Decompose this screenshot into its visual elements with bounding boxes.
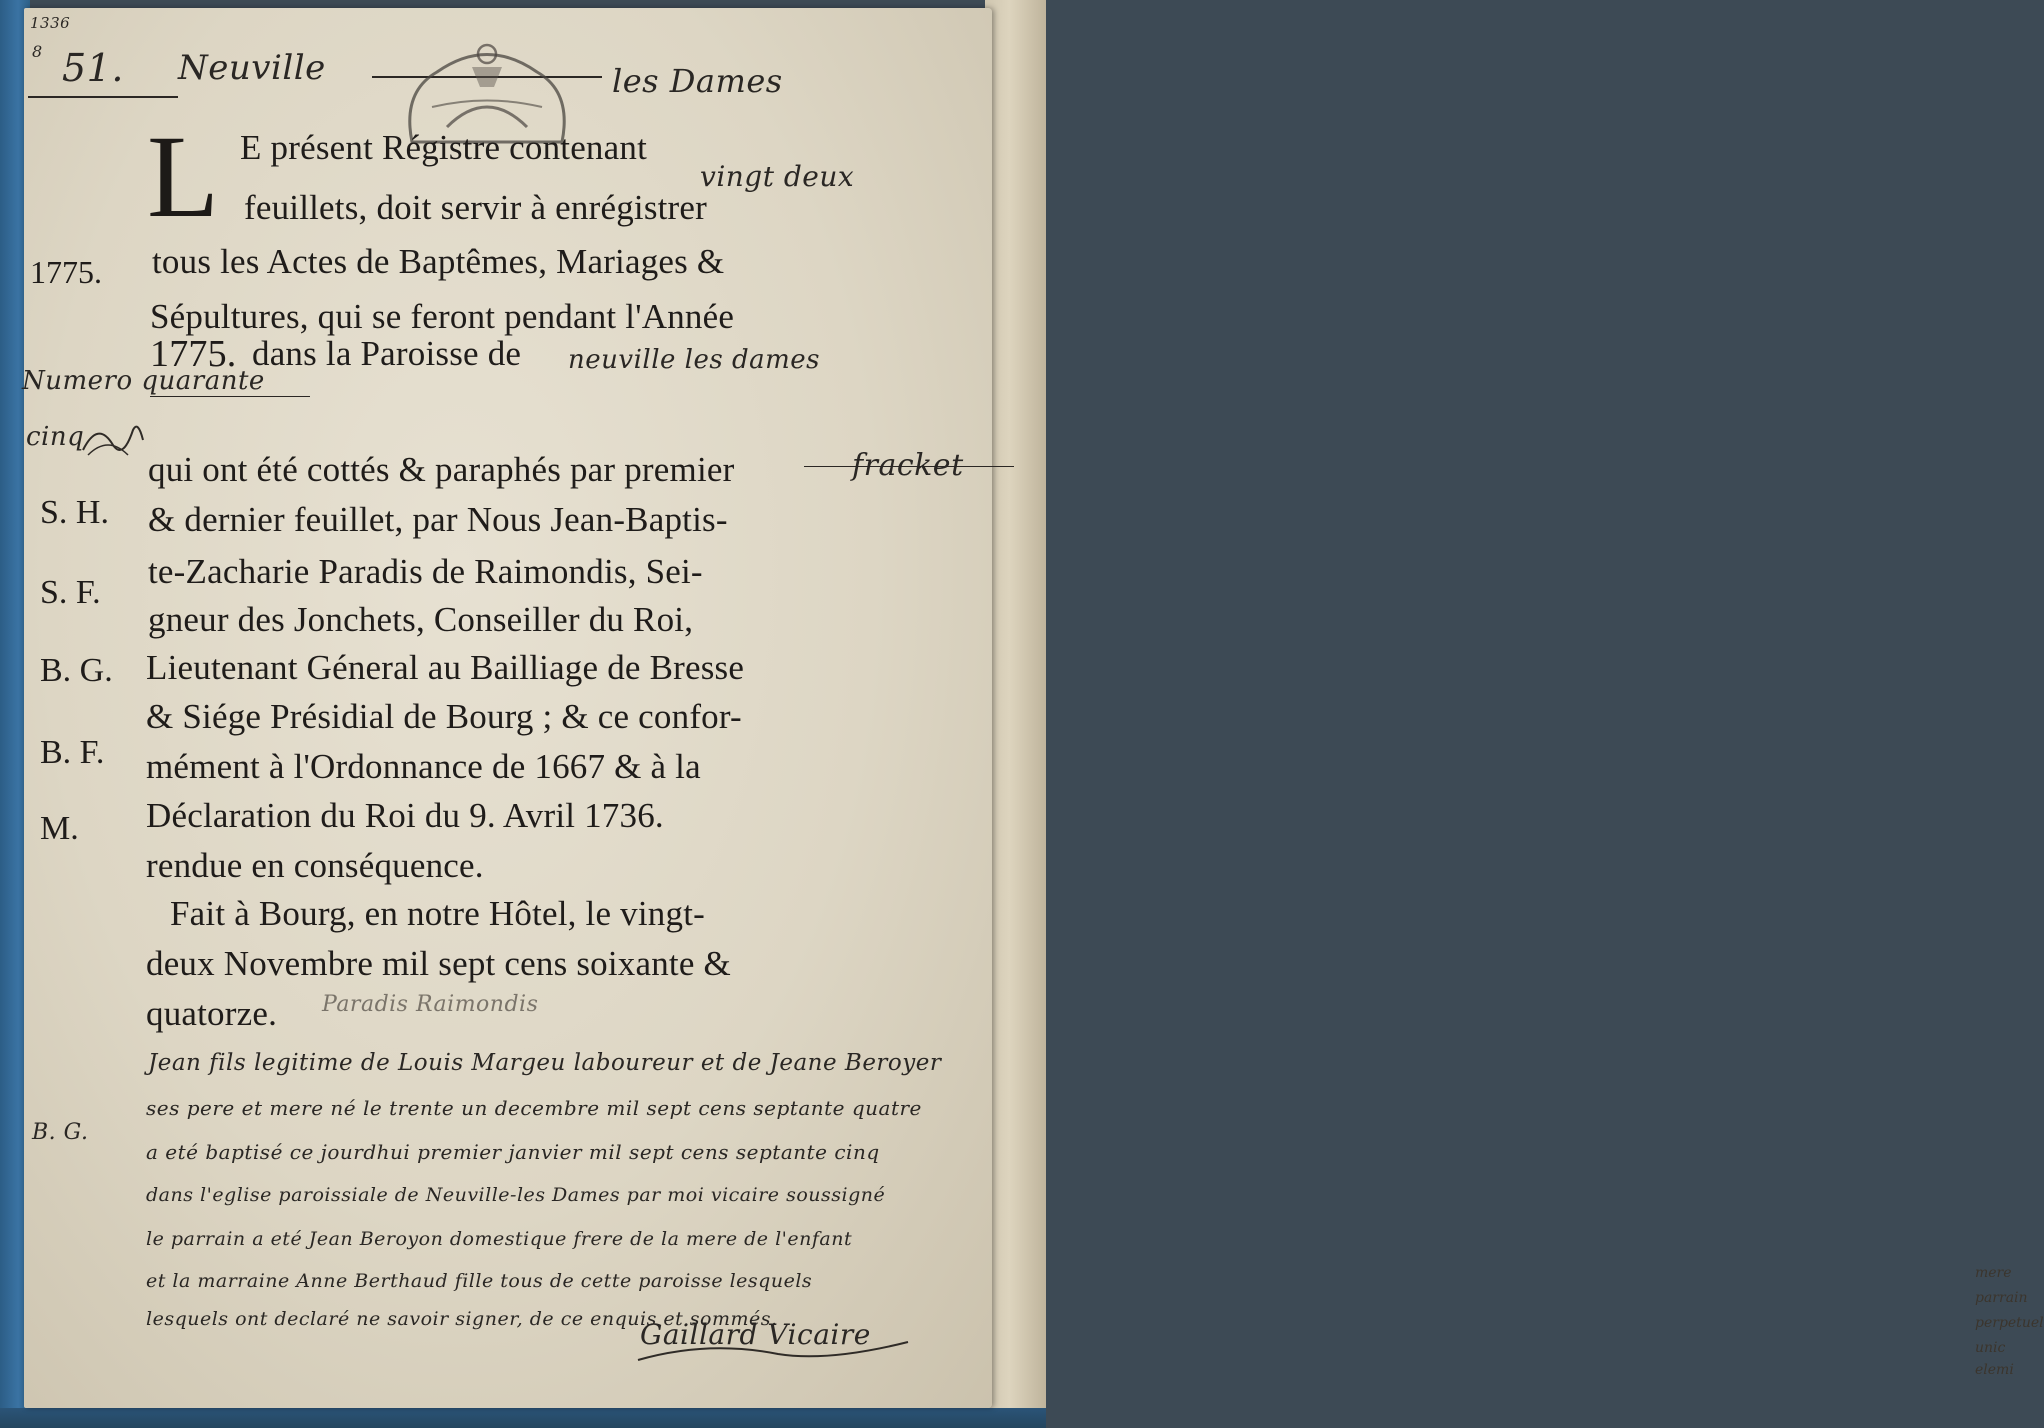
printed-year: 1775. bbox=[150, 333, 237, 375]
printed-line-14: rendue en conséquence. bbox=[146, 846, 484, 885]
entry-line-2: ses pere et mere né le trente un decembre mil sept cens septante quatre bbox=[146, 1096, 922, 1120]
paraph-flourish bbox=[78, 415, 148, 465]
printed-line-3: tous les Actes de Baptêmes, Mariages & bbox=[152, 242, 725, 281]
margin-bg-handwritten: B. G. bbox=[32, 1120, 89, 1145]
entry-line-5: le parrain a eté Jean Beroyon domestique frere de la mere de l'enfant bbox=[146, 1228, 853, 1250]
entry-line-4: dans l'eglise paroissiale de Neuville-les Dames par moi vicaire soussigné bbox=[146, 1184, 886, 1206]
printed-line-12: mément à l'Ordonnance de 1667 & à la bbox=[146, 747, 701, 786]
printed-line-16: deux Novembre mil sept cens soixante & bbox=[146, 944, 731, 983]
entry-line-3: a eté baptisé ce jourdhui premier janvier mil sept cens septante cinq bbox=[146, 1140, 880, 1164]
right-page-fragment: parrain bbox=[1975, 1290, 2028, 1306]
margin-code-sh: S. H. bbox=[40, 494, 109, 531]
printed-line-11: & Siége Présidial de Bourg ; & ce confor- bbox=[146, 697, 742, 736]
drop-cap-letter: L bbox=[147, 111, 220, 242]
numero-underline bbox=[150, 396, 310, 397]
numero-handwritten: Numero quarante bbox=[22, 366, 265, 396]
printed-line-5: dans la Paroisse de bbox=[252, 334, 522, 373]
adjacent-page-edge bbox=[985, 0, 2044, 1428]
printed-line-8: te-Zacharie Paradis de Raimondis, Sei- bbox=[148, 552, 703, 591]
vicar-signature: Gaillard Vicaire bbox=[640, 1318, 871, 1351]
printed-line-13: Déclaration du Roi du 9. Avril 1736. bbox=[146, 796, 664, 835]
folio-top: 1336 bbox=[30, 14, 71, 32]
margin-code-sf: S. F. bbox=[40, 574, 101, 611]
printed-line-15: Fait à Bourg, en notre Hôtel, le vingt- bbox=[170, 894, 705, 933]
entry-line-7: lesquels ont declaré ne savoir signer, de ce enquis et sommés. bbox=[146, 1308, 778, 1330]
number-underline bbox=[28, 96, 178, 98]
printed-line-10: Lieutenant Géneral au Bailliage de Bresse bbox=[146, 648, 745, 687]
signature-flourish bbox=[628, 1310, 928, 1370]
printed-line-6: qui ont été cottés & paraphés par premier bbox=[148, 450, 735, 489]
printed-line-2: feuillets, doit servir à enrégistrer bbox=[244, 188, 708, 227]
entry-line-6: et la marraine Anne Berthaud fille tous de cette paroisse lesquels bbox=[146, 1270, 813, 1292]
margin-signature: fracket bbox=[852, 448, 964, 483]
right-page-fragment: mere bbox=[1975, 1265, 2012, 1281]
folio-bottom: 8 bbox=[32, 42, 43, 61]
lieutenant-signature: Paradis Raimondis bbox=[322, 992, 539, 1017]
parish-name-handwritten: neuville les dames bbox=[568, 345, 821, 375]
right-page-fragment: unic bbox=[1975, 1340, 2006, 1356]
printed-line-7: & dernier feuillet, par Nous Jean-Baptis- bbox=[148, 500, 728, 539]
leaf-count-handwritten: vingt deux bbox=[700, 160, 855, 193]
right-page-fragment: elemi bbox=[1975, 1362, 2014, 1378]
printed-line-4: Sépultures, qui se feront pendant l'Année bbox=[150, 297, 735, 336]
margin-code-bg: B. G. bbox=[40, 652, 113, 689]
margin-code-bf: B. F. bbox=[40, 734, 105, 771]
cinq-handwritten: cinq bbox=[26, 422, 85, 452]
parish-handwritten-right: les Dames bbox=[612, 62, 783, 100]
printed-line-1: E présent Régistre contenant bbox=[240, 128, 647, 167]
bottom-binding-edge bbox=[0, 1408, 1046, 1428]
printed-line-17: quatorze. bbox=[146, 994, 278, 1033]
register-number: 51. bbox=[62, 46, 124, 90]
parish-handwritten: Neuville bbox=[178, 48, 326, 88]
entry-line-1: Jean fils legitime de Louis Margeu laboureur et de Jeane Beroyer bbox=[148, 1050, 942, 1076]
right-page-fragment: perpetuel bbox=[1975, 1315, 2044, 1331]
margin-code-m: M. bbox=[40, 810, 79, 847]
printed-line-9: gneur des Jonchets, Conseiller du Roi, bbox=[148, 600, 694, 639]
margin-year: 1775. bbox=[30, 254, 102, 290]
